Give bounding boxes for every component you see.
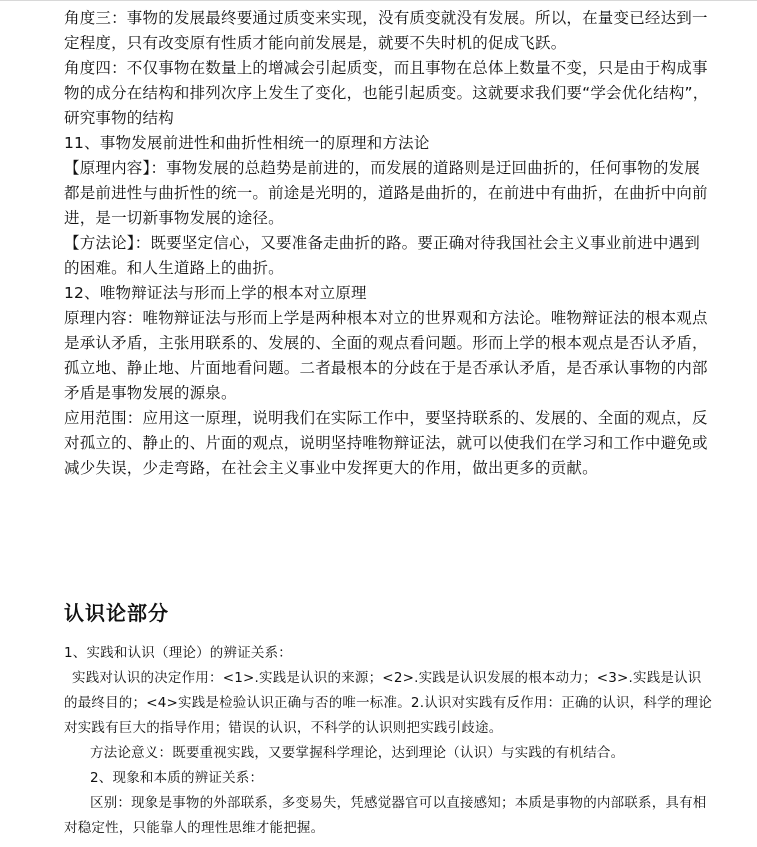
paragraph-application-scope: 应用范围：应用这一原理，说明我们在实际工作中，要坚持联系的、发展的、全面的观点，反对孤立的、静止的、片面的观点，说明坚持唯物辩证法，就可以使我们在学习和工作中避免或减少失误，少走弯路，在社会主义事业中发挥更大的作用，做出更多的贡献。 bbox=[64, 409, 708, 477]
paragraph-methodological-significance: 方法论意义：既要重视实践，又要掌握科学理论，达到理论（认识）与实践的有机结合。 bbox=[90, 745, 625, 761]
page-top-border bbox=[0, 0, 757, 1]
section-spacer bbox=[64, 481, 714, 599]
document-page bbox=[64, 6, 714, 841]
heading-practice-cognition: 1、实践和认识（理论）的辨证关系： bbox=[64, 645, 292, 661]
heading-item-11: 11、事物发展前进性和曲折性相统一的原理和方法论 bbox=[64, 134, 430, 152]
section-heading-epistemology: 认识论部分 bbox=[64, 601, 169, 625]
paragraph-difference: 区别：现象是事物的外部联系，多变易失，凭感觉器官可以直接感知；本质是事物的内部联系，具有相对稳定性，只能靠人的理性思维才能把握。 bbox=[64, 795, 707, 836]
heading-item-12: 12、唯物辩证法与形而上学的根本对立原理 bbox=[64, 284, 367, 302]
paragraph-angle-three: 角度三：事物的发展最终要通过质变来实现，没有质变就没有发展。所以，在量变已经达到一定程度，只有改变原有性质才能向前发展是，就要不失时机的促成飞跃。 bbox=[64, 9, 708, 52]
heading-phenomenon-essence: 2、现象和本质的辨证关系： bbox=[90, 770, 264, 786]
paragraph-principle-content-12: 原理内容：唯物辩证法与形而上学是两种根本对立的世界观和方法论。唯物辩证法的根本观点是承认矛盾，主张用联系的、发展的、全面的观点看问题。形而上学的根本观点是否认矛盾，孤立地、静止地、片面地看问题。二者最根本的分歧在于是否承认矛盾，是否承认事物的内部矛盾是事物发展的源泉。 bbox=[64, 309, 708, 402]
paragraph-methodology: 【方法论】：既要坚定信心，又要准备走曲折的路。要正确对待我国社会主义事业前进中遇到的困难。和人生道路上的曲折。 bbox=[64, 234, 700, 277]
paragraph-principle-content: 【原理内容】：事物发展的总趋势是前进的，而发展的道路则是迂回曲折的，任何事物的发展都是前进性与曲折性的统一。前途是光明的，道路是曲折的，在前进中有曲折，在曲折中向前进，是一切新事物发展的途径。 bbox=[64, 159, 708, 227]
paragraph-angle-four: 角度四：不仅事物在数量上的增减会引起质变，而且事物在总体上数量不变，只是由于构成事物的成分在结构和排列次序上发生了变化，也能引起质变。这就要求我们要“学会优化结构”，研究事物的结构 bbox=[64, 59, 709, 127]
paragraph-practice-decisive-role: 实践对认识的决定作用：<1>.实践是认识的来源；<2>.实践是认识发展的根本动力；<3>.实践是认识的最终目的；<4>实践是检验认识正确与否的唯一标准。2.认识对实践有反作用：正确的认识，科学的理论对实践有巨大的指导作用；错误的认识，不科学的认识则把实践引歧途。 bbox=[64, 670, 712, 736]
